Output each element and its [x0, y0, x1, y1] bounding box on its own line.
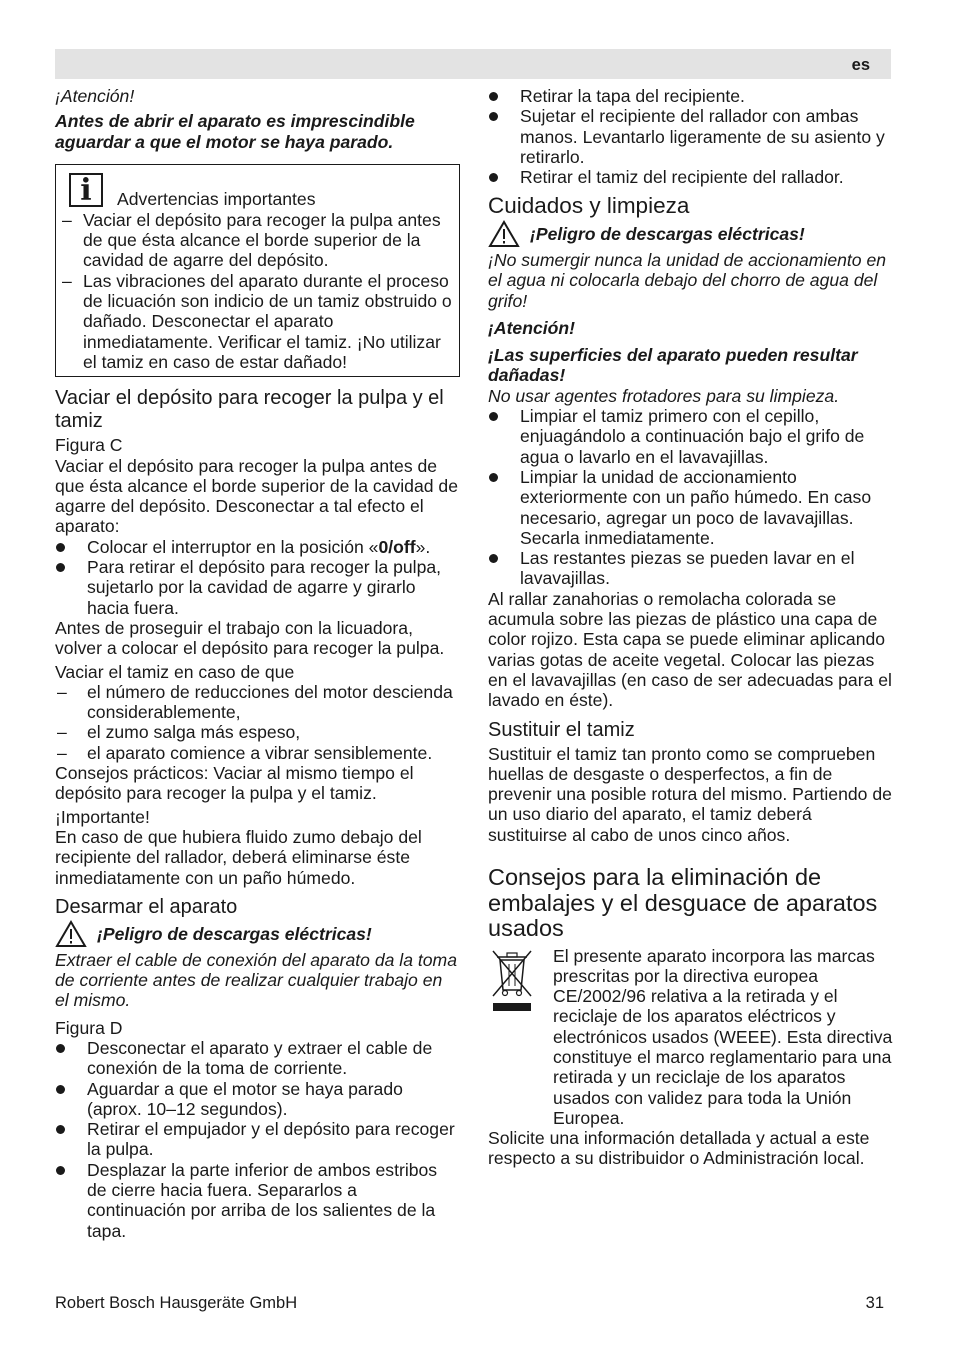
list-item: Desplazar la parte inferior de ambos estribos de cierre hacia fuera. Separarlos a continuación por arriba de los salientes de la tapa.: [55, 1160, 460, 1241]
bullet-icon: [489, 554, 498, 563]
section-title-care: Cuidados y limpieza: [488, 193, 690, 219]
list-item: Retirar el tamiz del recipiente del rallador.: [488, 167, 893, 187]
bullet-icon: [56, 563, 65, 572]
page-number: 31: [865, 1294, 884, 1312]
footer-company: Robert Bosch Hausgeräte GmbH: [55, 1294, 298, 1312]
list-item: – el aparato comience a vibrar sensiblemente.: [57, 742, 433, 763]
weee-crossed-bin-icon: [490, 946, 534, 1014]
list-item: Limpiar la unidad de accionamiento exteriormente con un paño húmedo. En caso necesario, agregar un poco de lavavajillas. Secarla inmediatamente.: [488, 467, 893, 548]
right-column: [488, 86, 893, 1169]
header-bar: [55, 49, 891, 79]
list-item: – Las vibraciones del aparato durante el proceso de licuación son indicio de un tamiz obstruido o dañado. Desconectar el aparato inmediatamente. Verificar el tamiz. ¡No utilizar el tamiz en caso de estar dañado!: [62, 270, 452, 372]
warning-text: ¡No sumergir nunca la unidad de accionamiento en el agua ni colocarla debajo del chorro de agua del grifo!: [488, 249, 887, 311]
paragraph: Al rallar zanahorias o remolacha colorada se acumula sobre las piezas de plástico una capa de color rojizo. Esta capa se puede eliminar aplicando varias gotas de aceite vegetal. Colocar las piezas en el lavavajillas (en caso de ser adecuadas para el lavado en éste).: [488, 588, 892, 711]
paragraph: Vaciar el depósito para recoger la pulpa antes de que ésta alcance el borde superior de la cavidad de agarre del depósito. Desconectar a tal efecto el aparato:: [55, 455, 458, 537]
list-item: Aguardar a que el motor se haya parado (aprox. 10–12 segundos).: [55, 1079, 460, 1120]
paragraph: Vaciar el tamiz en caso de que: [55, 661, 295, 682]
disposal-block: [488, 946, 893, 1129]
language-code: es: [851, 56, 870, 74]
info-icon: i: [69, 173, 103, 207]
section-title-replace-sieve: Sustituir el tamiz: [488, 718, 635, 741]
box-title: Advertencias importantes: [117, 188, 316, 209]
paragraph: Sustituir el tamiz tan pronto como se comprueben huellas de desgaste o desperfectos, a fin de prevenir una posible rotura del mismo. Partiendo de un uso diario del aparato, el tamiz deberá sustituirse al cabo de unos cinco años.: [488, 743, 892, 845]
section-title-empty-pulp: Vaciar el depósito para recoger la pulpa y el tamiz: [55, 387, 444, 433]
paragraph: Solicite una información detallada y actual a este respecto a su distribuidor o Administración local.: [488, 1128, 870, 1169]
section-title-disassemble: Desarmar el aparato: [55, 895, 238, 918]
warning-triangle-icon: [488, 220, 520, 248]
bullet-icon: [56, 1085, 65, 1094]
bullet-icon: [489, 412, 498, 421]
warning-line: ¡Peligro de descargas eléctricas!: [488, 224, 893, 250]
bullet-icon: [56, 543, 65, 552]
list-item: Desconectar el aparato y extraer el cable de conexión de la toma de corriente.: [55, 1038, 460, 1079]
left-column: [55, 86, 460, 1241]
section-title-disposal: Consejos para la eliminación de embalajes y el desguace de aparatos usados: [488, 864, 878, 941]
paragraph: En caso de que hubiera fluido zumo debajo del recipiente del rallador, deberá eliminarse éste inmediatamente con un paño húmedo.: [55, 826, 422, 888]
attention-label: ¡Atención!: [55, 86, 135, 106]
attention-label: ¡Atención!: [488, 317, 575, 338]
list-item: Sujetar el recipiente del rallador con ambas manos. Levantarlo ligeramente de su asiento y retirarlo.: [488, 106, 893, 167]
attention-text: Antes de abrir el aparato es imprescindible aguardar a que el motor se haya parado.: [55, 111, 415, 152]
bullet-icon: [56, 1166, 65, 1175]
bullet-icon: [489, 473, 498, 482]
paragraph: Antes de proseguir el trabajo con la licuadora, volver a colocar el depósito para recoger la pulpa.: [55, 617, 445, 659]
list-item: – el zumo salga más espeso,: [57, 722, 301, 743]
important-warnings-box: [55, 164, 460, 377]
paragraph: Consejos prácticos: Vaciar al mismo tiempo el depósito para recoger la pulpa y el tamiz.: [55, 763, 414, 804]
bullet-icon: [489, 112, 498, 121]
list-item: Retirar la tapa del recipiente.: [488, 86, 893, 106]
attention-note: No usar agentes frotadores para su limpieza.: [488, 385, 840, 406]
bullet-icon: [489, 92, 498, 101]
warning-text: Extraer el cable de conexión del aparato da la toma de corriente antes de realizar cualquier trabajo en el mismo.: [55, 949, 457, 1011]
paragraph: El presente aparato incorpora las marcas prescritas por la directiva europea CE/2002/96 relativa a la retirada y el reciclaje de los aparatos eléctricos y electrónicos usados (WEEE). Esta directiva constituye el marco reglamentario para una retirada y un reciclaje de los aparatos usados con validez para toda la Unión Europea.: [553, 945, 893, 1128]
figure-ref: Figura C: [55, 435, 123, 456]
warning-line: ¡Peligro de descargas eléctricas!: [55, 924, 460, 950]
list-item: Limpiar el tamiz primero con el cepillo, enjuagándolo a continuación bajo el grifo de agua o lavarlo en el lavavajillas.: [488, 406, 893, 467]
bullet-icon: [56, 1044, 65, 1053]
list-item: Retirar el empujador y el depósito para recoger la pulpa.: [55, 1119, 460, 1160]
bullet-icon: [56, 1125, 65, 1134]
figure-ref: Figura D: [55, 1017, 123, 1038]
list-item: – el número de reducciones del motor descienda considerablemente,: [57, 681, 453, 723]
warning-triangle-icon: [55, 920, 87, 948]
bullet-icon: [489, 173, 498, 182]
important-label: ¡Importante!: [55, 806, 150, 827]
list-item: – Vaciar el depósito para recoger la pulpa antes de que ésta alcance el borde superior de la cavidad de agarre del depósito.: [62, 209, 441, 271]
attention-text: ¡Las superficies del aparato pueden resultar dañadas!: [488, 345, 858, 386]
list-item: Para retirar el depósito para recoger la pulpa, sujetarlo por la cavidad de agarre y girarlo hacia fuera.: [55, 557, 460, 618]
list-item: Las restantes piezas se pueden lavar en el lavavajillas.: [488, 548, 893, 589]
list-item: Colocar el interruptor en la posición «0/off».: [55, 537, 460, 557]
